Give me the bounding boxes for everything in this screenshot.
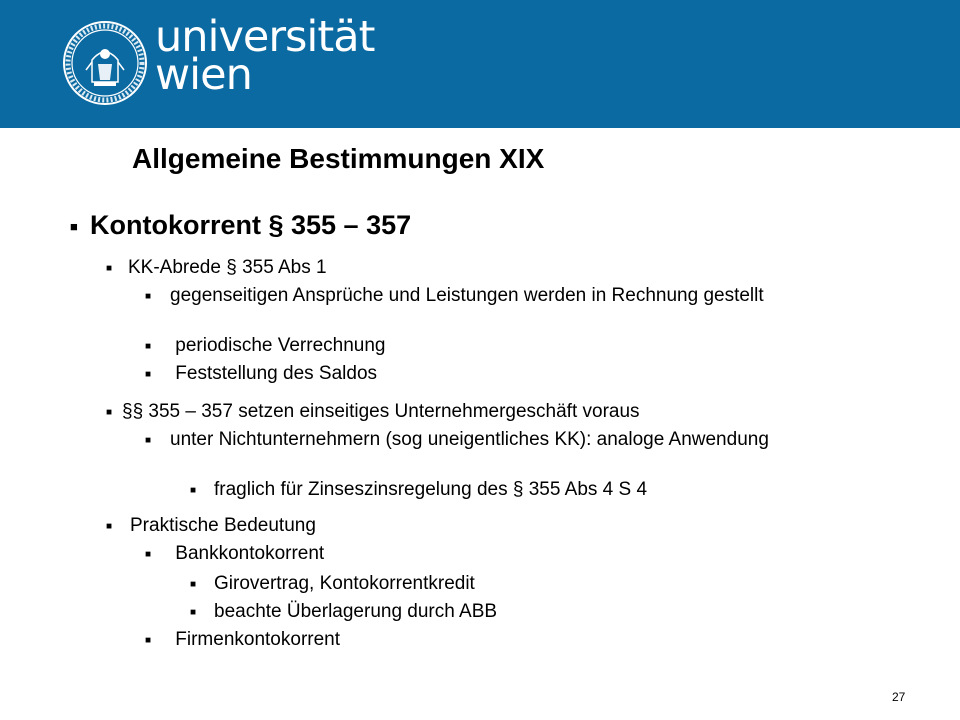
list-item: Firmenkontokorrent xyxy=(170,629,341,650)
list-item: fraglich für Zinseszinsregelung des § 355 Abs 4 S 4 xyxy=(214,479,648,500)
university-wordmark xyxy=(155,12,375,100)
bullet-square-icon: ■ xyxy=(145,435,152,446)
list-item: Girovertrag, Kontokorrentkredit xyxy=(214,573,475,594)
university-seal-icon xyxy=(62,20,148,106)
bullet-square-icon: ■ xyxy=(145,369,152,380)
wordmark-line-2: wien xyxy=(155,50,252,100)
list-item: KK-Abrede § 355 Abs 1 xyxy=(128,257,327,278)
header-banner xyxy=(0,0,960,128)
list-item: unter Nichtunternehmern (sog uneigentliches KK): analoge Anwendung xyxy=(170,429,769,450)
list-item: beachte Überlagerung durch ABB xyxy=(214,601,498,622)
slide-heading: Kontokorrent § 355 – 357 xyxy=(90,210,412,240)
list-item: §§ 355 – 357 setzen einseitiges Unternehmergeschäft voraus xyxy=(122,401,640,422)
bullet-square-icon: ■ xyxy=(106,521,113,532)
bullet-square-icon: ■ xyxy=(145,549,152,560)
wordmark-line-1: universität xyxy=(155,12,375,62)
page-number: 27 xyxy=(892,690,906,704)
bullet-square-icon: ■ xyxy=(190,579,197,590)
list-item: Praktische Bedeutung xyxy=(130,515,316,536)
bullet-square-icon: ■ xyxy=(190,607,197,618)
list-item: Bankkontokorrent xyxy=(170,543,325,564)
bullet-square-icon: ■ xyxy=(70,219,78,234)
list-item: Feststellung des Saldos xyxy=(170,363,378,384)
bullet-square-icon: ■ xyxy=(145,341,152,352)
bullet-square-icon: ■ xyxy=(145,635,152,646)
bullet-square-icon: ■ xyxy=(190,485,197,496)
slide-title: Allgemeine Bestimmungen XIX xyxy=(132,143,545,174)
bullet-square-icon: ■ xyxy=(106,407,113,418)
list-item: periodische Verrechnung xyxy=(170,335,386,356)
bullet-square-icon: ■ xyxy=(106,263,113,274)
bullet-square-icon: ■ xyxy=(145,291,152,302)
list-item: gegenseitigen Ansprüche und Leistungen werden in Rechnung gestellt xyxy=(170,285,764,306)
